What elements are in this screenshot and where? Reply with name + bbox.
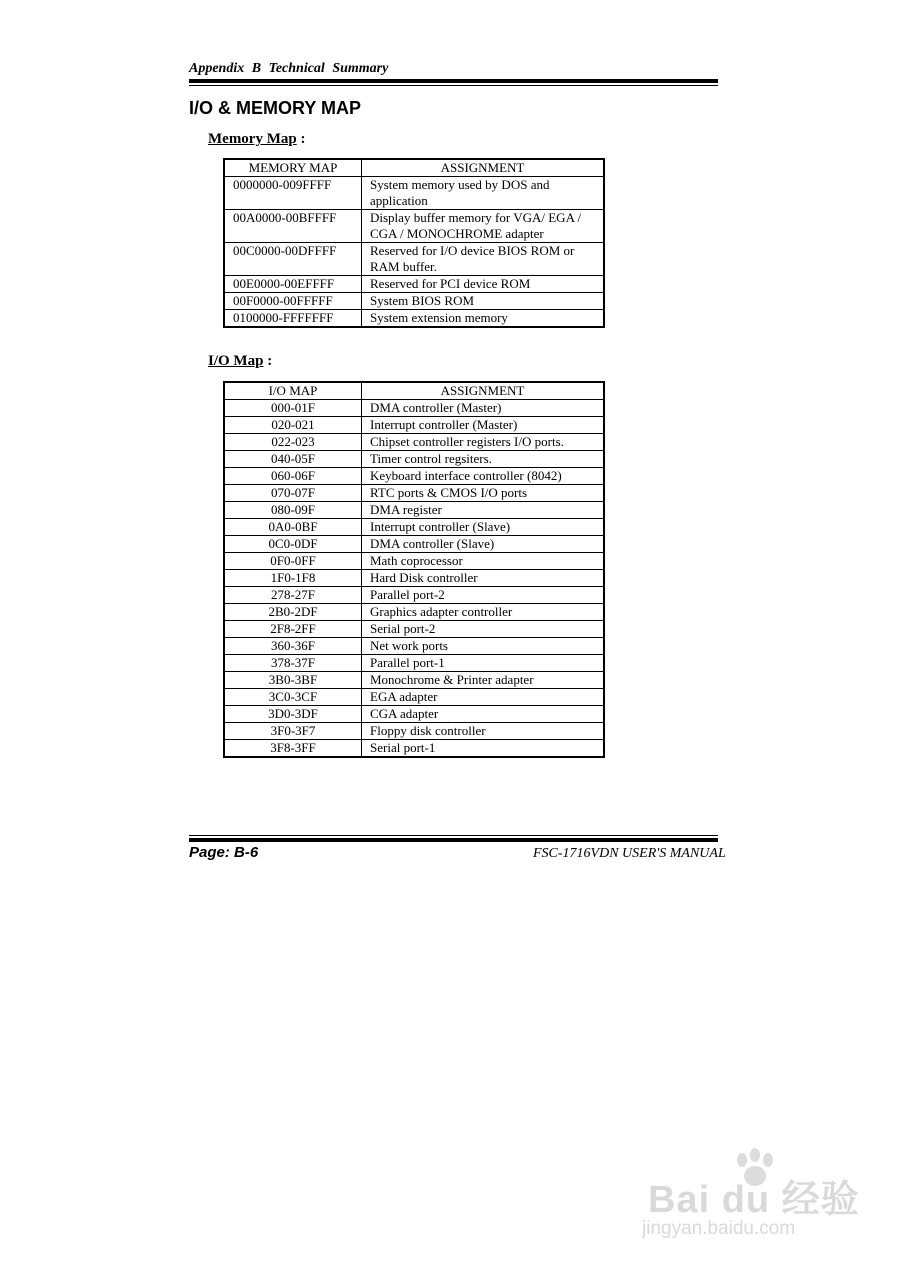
assignment-cell: Math coprocessor <box>362 553 605 570</box>
assignment-cell: EGA adapter <box>362 689 605 706</box>
manual-title: FSC-1716VDN USER'S MANUAL <box>533 846 726 861</box>
table-row <box>224 502 604 519</box>
table-row <box>224 723 604 740</box>
table-row <box>224 519 604 536</box>
io-map-table <box>223 381 605 758</box>
assignment-cell: Reserved for I/O device BIOS ROM or RAM buffer. <box>362 243 605 276</box>
assignment-cell: Parallel port-1 <box>362 655 605 672</box>
table-row <box>224 604 604 621</box>
address-range-cell: 022-023 <box>224 434 362 451</box>
memory-map-heading <box>208 131 305 148</box>
table-row <box>224 468 604 485</box>
address-range-cell: 3B0-3BF <box>224 672 362 689</box>
assignment-cell: DMA register <box>362 502 605 519</box>
table-row <box>224 638 604 655</box>
table-row <box>224 706 604 723</box>
table-row <box>224 621 604 638</box>
table-row <box>224 451 604 468</box>
address-range-cell: 0000000-009FFFF <box>224 177 362 210</box>
column-header: I/O MAP <box>224 382 362 400</box>
assignment-cell: Net work ports <box>362 638 605 655</box>
header-rule-thick <box>189 79 718 83</box>
address-range-cell: 00F0000-00FFFFF <box>224 293 362 310</box>
assignment-cell: Serial port-1 <box>362 740 605 758</box>
assignment-cell: Floppy disk controller <box>362 723 605 740</box>
address-range-cell: 0F0-0FF <box>224 553 362 570</box>
assignment-cell: Keyboard interface controller (8042) <box>362 468 605 485</box>
page-title: I/O & MEMORY MAP <box>189 98 362 118</box>
address-range-cell: 0A0-0BF <box>224 519 362 536</box>
assignment-cell: RTC ports & CMOS I/O ports <box>362 485 605 502</box>
table-row <box>224 672 604 689</box>
assignment-cell: Timer control regsiters. <box>362 451 605 468</box>
assignment-cell: Display buffer memory for VGA/ EGA / CGA / MONOCHROME adapter <box>362 210 605 243</box>
column-header: MEMORY MAP <box>224 159 362 177</box>
io-map-heading <box>208 353 272 370</box>
page-number: Page: B-6 <box>189 844 259 861</box>
assignment-cell: Interrupt controller (Slave) <box>362 519 605 536</box>
table-row <box>224 210 604 243</box>
table-row <box>224 587 604 604</box>
address-range-cell: 00A0000-00BFFFF <box>224 210 362 243</box>
address-range-cell: 360-36F <box>224 638 362 655</box>
address-range-cell: 020-021 <box>224 417 362 434</box>
io-map-label: I/O Map <box>208 353 264 369</box>
address-range-cell: 0100000-FFFFFFF <box>224 310 362 328</box>
column-header: ASSIGNMENT <box>362 159 605 177</box>
assignment-cell: Hard Disk controller <box>362 570 605 587</box>
watermark-url: jingyan.baidu.com <box>642 1218 796 1239</box>
table-row <box>224 655 604 672</box>
address-range-cell: 060-06F <box>224 468 362 485</box>
io-map-suffix: : <box>263 353 273 369</box>
address-range-cell: 378-37F <box>224 655 362 672</box>
assignment-cell: Reserved for PCI device ROM <box>362 276 605 293</box>
table-row <box>224 177 604 210</box>
assignment-cell: Graphics adapter controller <box>362 604 605 621</box>
table-row <box>224 740 604 758</box>
address-range-cell: 1F0-1F8 <box>224 570 362 587</box>
address-range-cell: 3F0-3F7 <box>224 723 362 740</box>
table-row <box>224 400 604 417</box>
table-row <box>224 417 604 434</box>
assignment-cell: Serial port-2 <box>362 621 605 638</box>
table-row <box>224 689 604 706</box>
address-range-cell: 040-05F <box>224 451 362 468</box>
address-range-cell: 2B0-2DF <box>224 604 362 621</box>
watermark <box>640 1148 860 1248</box>
table-row <box>224 553 604 570</box>
table-row <box>224 536 604 553</box>
watermark-logo: Bai du 经验 <box>648 1179 860 1221</box>
table-row <box>224 293 604 310</box>
memory-map-body <box>224 177 604 328</box>
assignment-cell: System extension memory <box>362 310 605 328</box>
table-row <box>224 570 604 587</box>
address-range-cell: 278-27F <box>224 587 362 604</box>
assignment-cell: System BIOS ROM <box>362 293 605 310</box>
io-map-body <box>224 400 604 758</box>
address-range-cell: 070-07F <box>224 485 362 502</box>
address-range-cell: 000-01F <box>224 400 362 417</box>
address-range-cell: 3D0-3DF <box>224 706 362 723</box>
assignment-cell: System memory used by DOS and application <box>362 177 605 210</box>
address-range-cell: 00E0000-00EFFFF <box>224 276 362 293</box>
address-range-cell: 3C0-3CF <box>224 689 362 706</box>
assignment-cell: Monochrome & Printer adapter <box>362 672 605 689</box>
column-header: ASSIGNMENT <box>362 382 605 400</box>
assignment-cell: DMA controller (Master) <box>362 400 605 417</box>
address-range-cell: 0C0-0DF <box>224 536 362 553</box>
assignment-cell: Parallel port-2 <box>362 587 605 604</box>
address-range-cell: 080-09F <box>224 502 362 519</box>
header-rule-thin <box>189 85 718 86</box>
memory-map-label: Memory Map <box>208 131 297 147</box>
address-range-cell: 00C0000-00DFFFF <box>224 243 362 276</box>
table-header-row <box>224 382 604 400</box>
memory-map-suffix: : <box>296 131 306 147</box>
table-row <box>224 310 604 328</box>
table-row <box>224 485 604 502</box>
memory-map-table <box>223 158 605 328</box>
address-range-cell: 2F8-2FF <box>224 621 362 638</box>
table-row <box>224 434 604 451</box>
assignment-cell: Interrupt controller (Master) <box>362 417 605 434</box>
table-header-row <box>224 159 604 177</box>
address-range-cell: 3F8-3FF <box>224 740 362 758</box>
assignment-cell: Chipset controller registers I/O ports. <box>362 434 605 451</box>
footer-rule-thin <box>189 835 718 836</box>
assignment-cell: DMA controller (Slave) <box>362 536 605 553</box>
running-header: Appendix B Technical Summary <box>189 61 389 76</box>
footer-rule-thick <box>189 838 718 842</box>
assignment-cell: CGA adapter <box>362 706 605 723</box>
table-row <box>224 276 604 293</box>
table-row <box>224 243 604 276</box>
